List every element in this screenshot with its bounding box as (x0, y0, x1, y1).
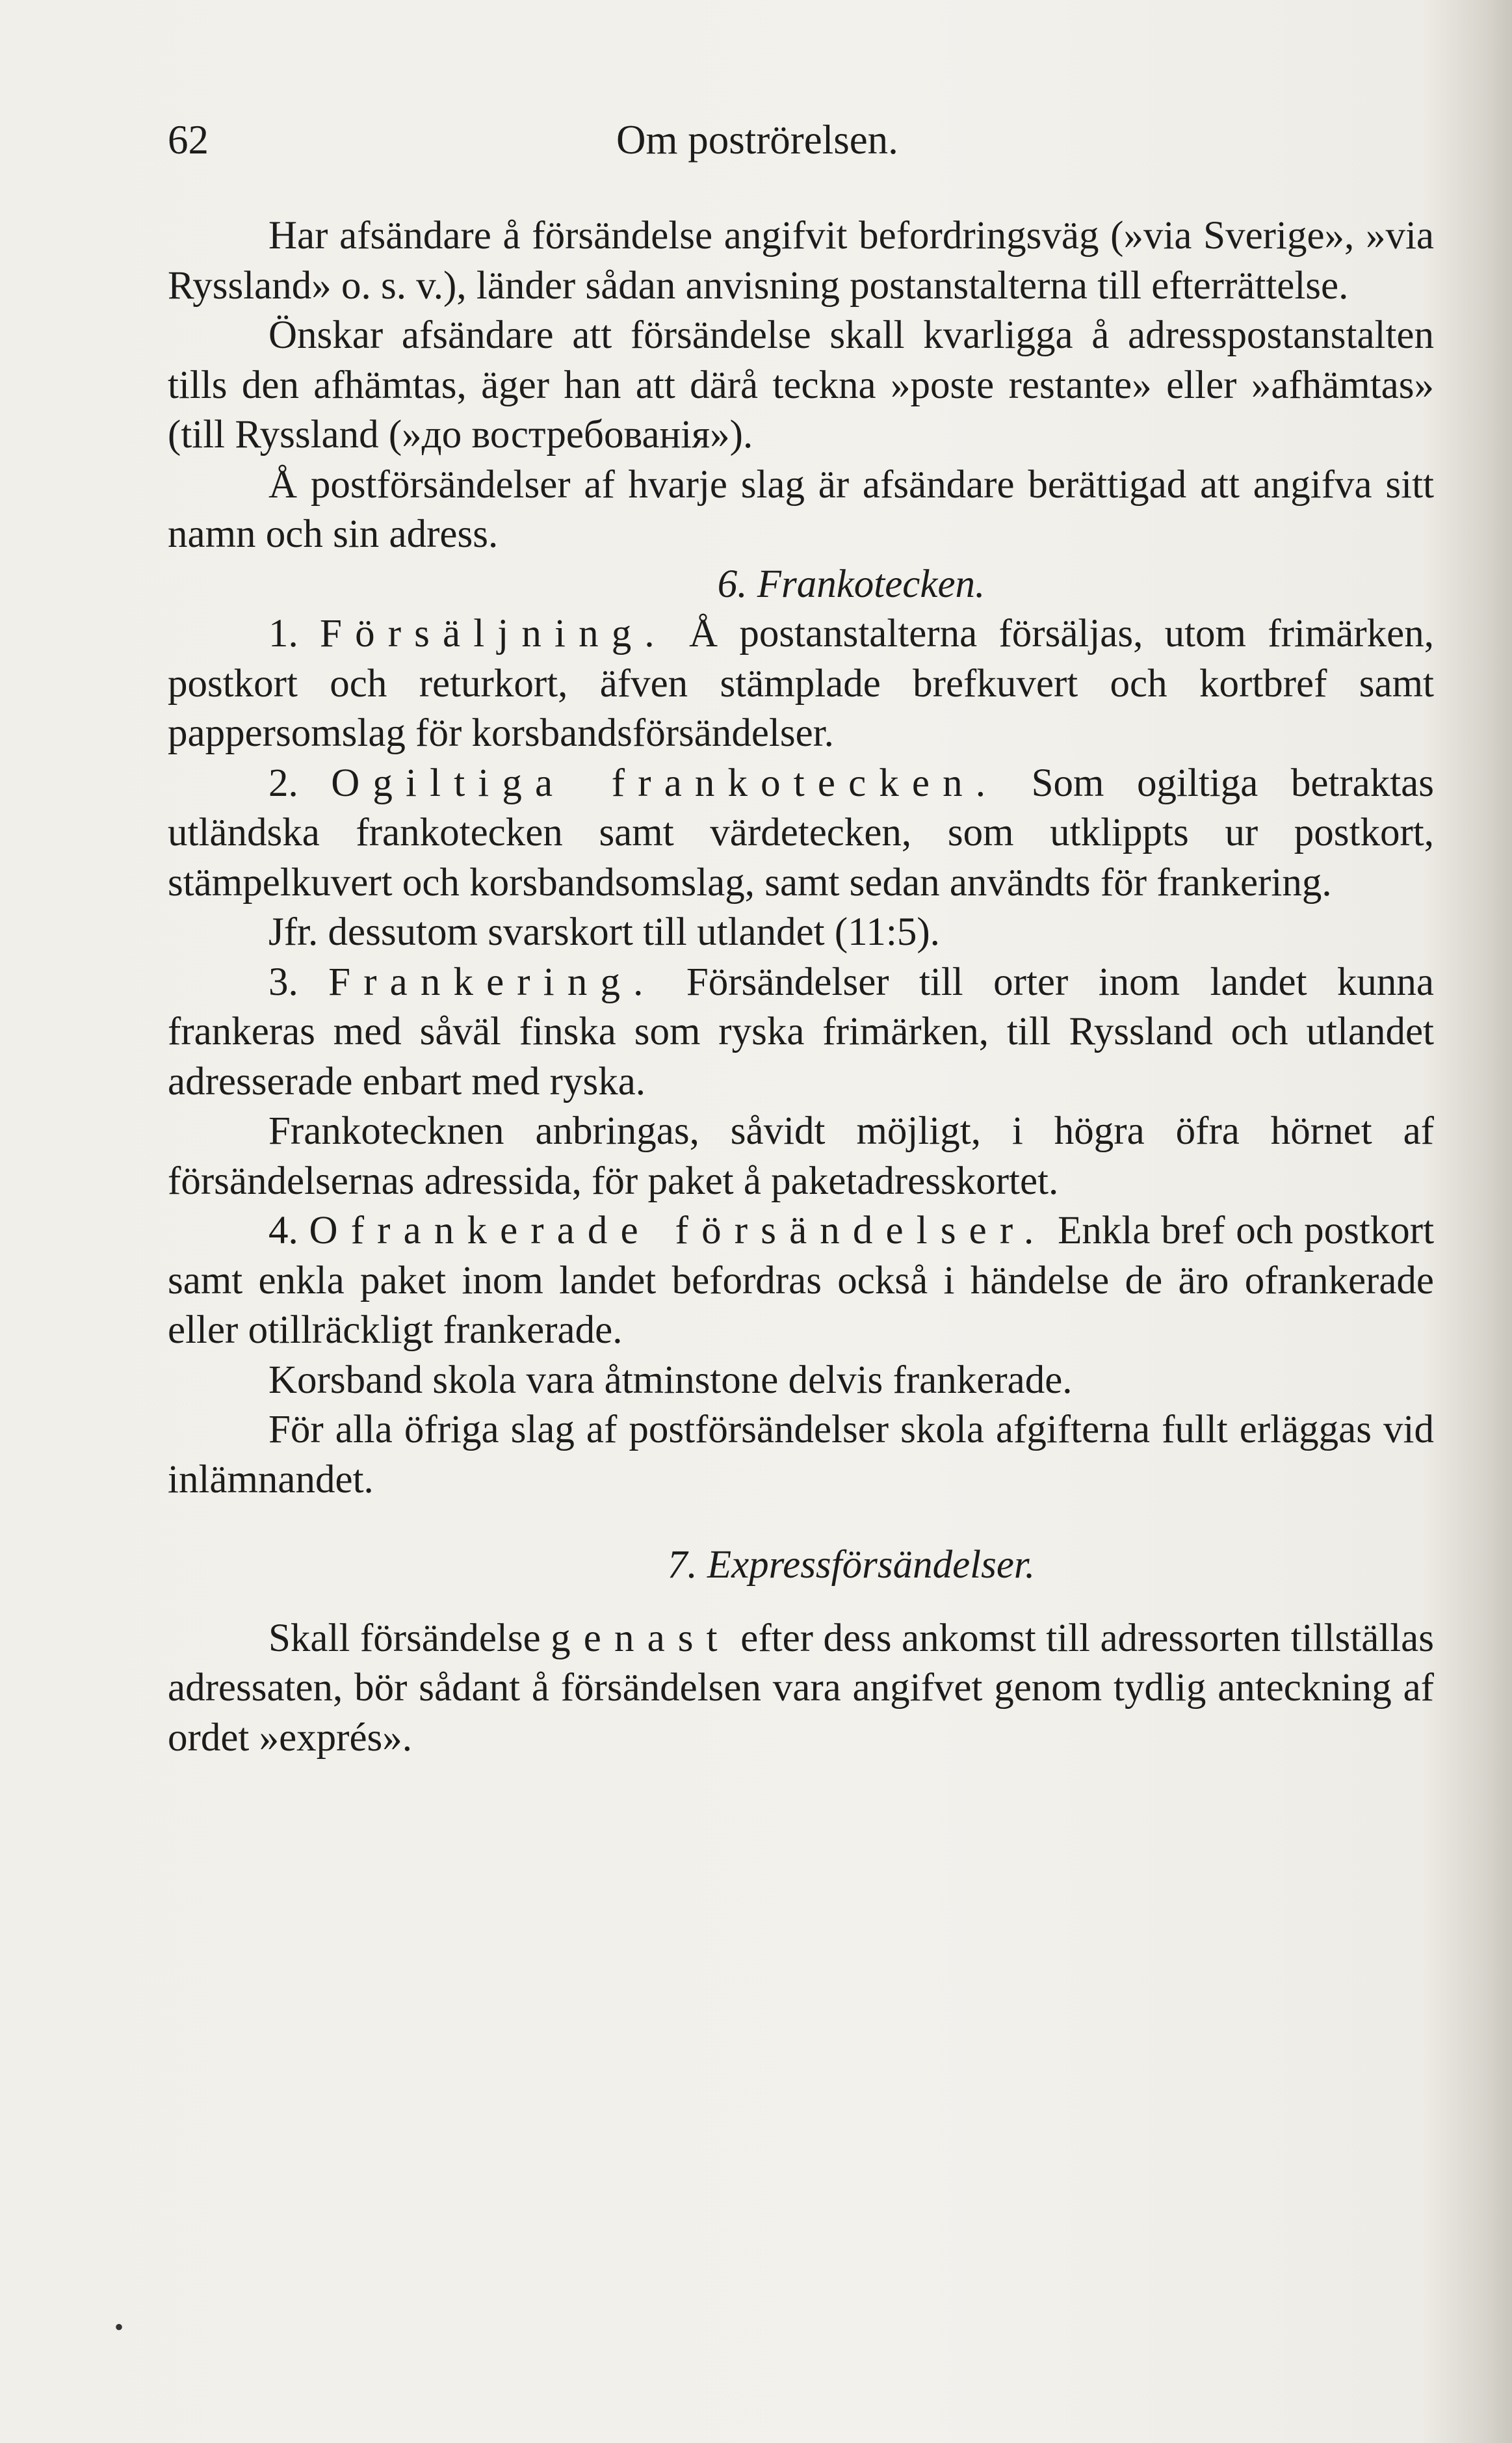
item-text: Som ogiltiga betraktas utländska frankotecken samt värdetecken, som utklippts ur postkort, stämpelkuvert och korsbandsomslag, samt sedan användts för frankering. (168, 761, 1434, 905)
paragraph-stamp-placement: Frankotecknen anbringas, såvidt möjligt, i högra öfra hörnet af försändelsernas adressida, för paket å paketadresskortet. (168, 1109, 1434, 1203)
section-heading-frankotecken: 6. Frankotecken. (717, 562, 985, 606)
paragraph-poste-restante: Önskar afsändare att försändelse skall kvarligga å adresspostanstalten tills den afhämtas, äger han att därå teckna »poste restante» eller »afhämtas» (till Ryssland (»до востребованія»). (168, 313, 1434, 456)
item-title: Ofrankerade försändelser. (309, 1209, 1047, 1252)
paragraph-express (168, 1614, 1434, 1763)
item-text: Försändelser till orter inom landet kunna frankeras med såväl finska som ryska frimärken, till Ryssland och utlandet adresserade enbart med ryska. (168, 960, 1434, 1103)
item-number: 2. (268, 761, 298, 805)
item-frankering (168, 958, 1434, 1107)
paragraph-sender-address: Å postförsändelser af hvarje slag är afsändare berättigad att angifva sitt namn och sin adress. (168, 462, 1434, 556)
section-heading-express: 7. Expressförsändelser. (667, 1543, 1036, 1587)
item-text: Enkla bref och postkort samt enkla paket inom landet befordras också i händelse de äro ofrankerade eller otillräckligt frankerade. (168, 1209, 1435, 1352)
item-number: 4. (268, 1209, 298, 1252)
page-number: 62 (168, 117, 209, 163)
cross-reference: Jfr. dessutom svarskort till utlandet (11:5). (268, 910, 940, 954)
paragraph-routing: Har afsändare å försändelse angifvit befordringsväg (»via Sverige», »via Ryssland» o. s. v.), länder sådan anvisning postanstalterna till efterrättelse. (168, 214, 1434, 308)
item-number: 1. (268, 612, 298, 655)
paragraph-korsband: Korsband skola vara åtminstone delvis frankerade. (268, 1358, 1073, 1402)
item-ogiltiga-frankotecken (168, 759, 1434, 908)
item-title: Ogiltiga frankotecken. (331, 761, 999, 805)
page-content (168, 211, 1434, 1763)
item-title: Frankering. (328, 960, 657, 1004)
item-title: Försäljning. (320, 612, 668, 655)
ink-speck: • (114, 2312, 124, 2342)
item-ofrankerade-forsandelser (168, 1206, 1434, 1356)
running-title: Om poströrelsen. (616, 117, 898, 163)
item-number: 3. (268, 960, 298, 1004)
emphasized-word: genast (551, 1616, 731, 1660)
text-segment: efter dess ankomst till adressorten tillställas adressaten, bör sådant å försändelsen vara angifvet genom tydlig anteckning af ordet »exprés». (168, 1616, 1434, 1760)
page-header (168, 111, 1435, 169)
text-segment: Skall försändelse (268, 1616, 541, 1660)
paragraph-other-fees: För alla öfriga slag af postförsändelser skola afgifterna fullt erläggas vid inlämnandet. (168, 1408, 1434, 1501)
item-forsaljning (168, 609, 1434, 759)
item-text: Å postanstalterna försäljas, utom frimärken, postkort och returkort, äfven stämplade brefkuvert och kortbref samt pappersomslag för korsbandsförsändelser. (168, 612, 1435, 755)
